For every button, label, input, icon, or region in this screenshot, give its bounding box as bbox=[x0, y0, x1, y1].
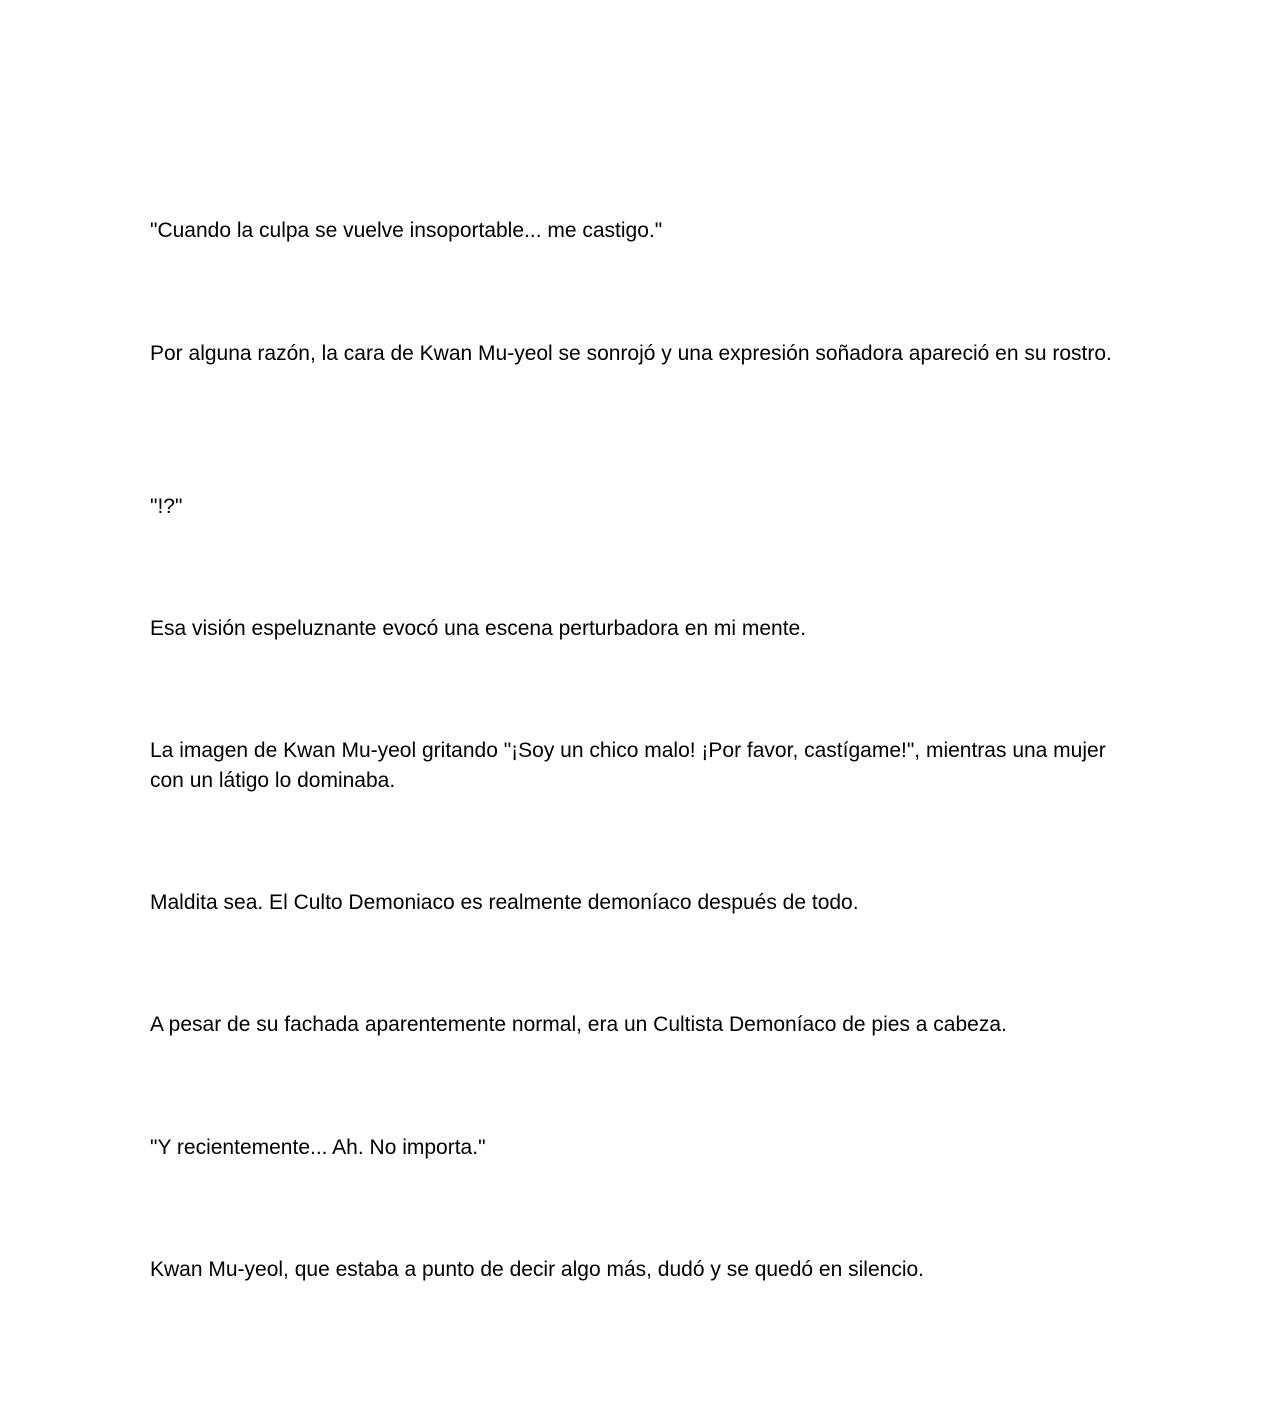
paragraph-culto: Maldita sea. El Culto Demoniaco es realmente demoníaco después de todo. bbox=[150, 891, 859, 914]
paragraph-cultista: A pesar de su fachada aparentemente normal, era un Cultista Demoníaco de pies a cabeza. bbox=[150, 1013, 1007, 1036]
paragraph-imagen: La imagen de Kwan Mu-yeol gritando "¡Soy un chico malo! ¡Por favor, castígame!", mientras una mujer con un látigo lo dominaba. bbox=[150, 739, 1106, 792]
paragraph-dialogue-recientemente: "Y recientemente... Ah. No importa." bbox=[150, 1136, 486, 1159]
paragraph-sonrojo: Por alguna razón, la cara de Kwan Mu-yeol se sonrojó y una expresión soñadora apareció en su rostro. bbox=[150, 342, 1112, 365]
paragraph-exclamation: "!?" bbox=[150, 495, 183, 518]
paragraph-dialogue-castigo: "Cuando la culpa se vuelve insoportable... me castigo." bbox=[150, 219, 663, 242]
paragraph-silencio: Kwan Mu-yeol, que estaba a punto de decir algo más, dudó y se quedó en silencio. bbox=[150, 1258, 924, 1281]
paragraph-vision: Esa visión espeluznante evocó una escena perturbadora en mi mente. bbox=[150, 617, 807, 640]
